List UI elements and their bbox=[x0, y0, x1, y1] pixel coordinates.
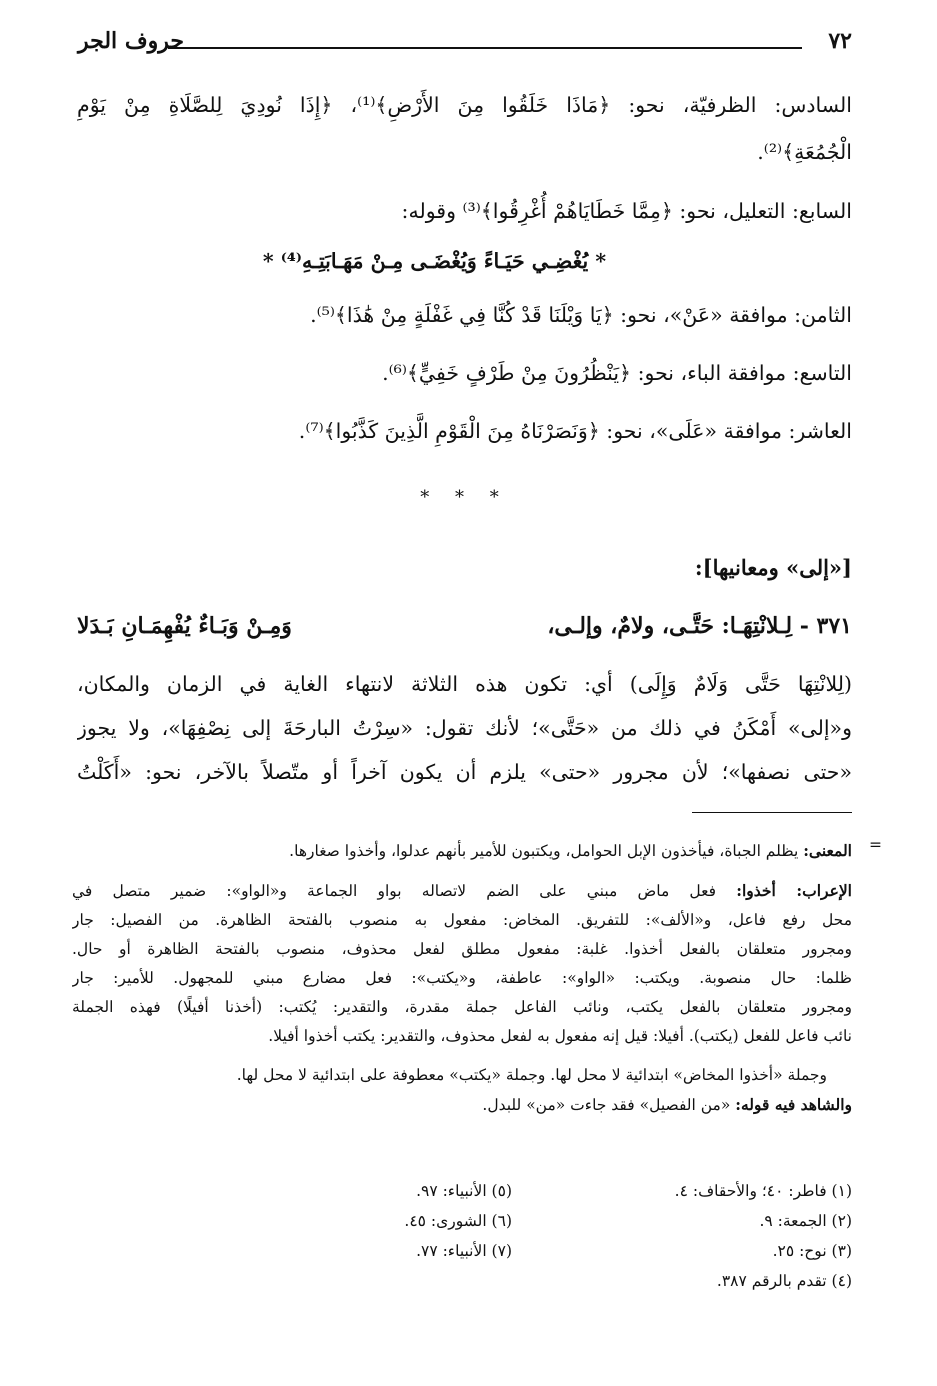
note-line: ظلما: حال منصوبة. ويكتب: «الواو»: عاطفة، و«يكتب»: فعل مضارع مبني للمجهول. للأمير: جار bbox=[72, 969, 852, 987]
reference-item: (٧) الأنبياء: ٧٧. bbox=[416, 1242, 512, 1260]
note-line: وجملة «أخذوا المخاض» ابتدائية لا محل لها. وجملة «يكتب» معطوفة على ابتدائية لا محل لها. bbox=[236, 1066, 827, 1084]
note-line: ومجرور متعلقان بالفعل أخذوا. غلبة: مفعول مطلق لفعل محذوف، منصوب بالفتحة الظاهرة أو حال. bbox=[72, 940, 852, 958]
reference-item: (٦) الشورى: ٤٥. bbox=[404, 1212, 512, 1230]
verse-hemistich-right: ٣٧١ - لِـلانْتِهَـا: حَتَّـى، ولامٌ، وإلـى، bbox=[547, 613, 852, 639]
section-heading: [«إلى» ومعانيها]: bbox=[694, 555, 852, 580]
note-line: نائب فاعل للفعل (يكتب). أفيلا: قيل إنه مفعول به لفعل محذوف، والتقدير: يكتب أخذوا أفيلا. bbox=[268, 1027, 852, 1045]
note-label-parsing: الإعراب: أخذوا: bbox=[736, 881, 852, 900]
reference-item: (٥) الأنبياء: ٩٧. bbox=[416, 1182, 512, 1200]
verse-hemistich-left: وَمِـنْ وَبَـاءٌ يُفْهِمَـانِ بَـدَلا bbox=[77, 613, 292, 639]
poetry-line: * يُغْضِـي حَيَـاءً وَيُغْضَـى مِـنْ مَهَـابَتِـهِ⁽⁴⁾ * bbox=[262, 249, 607, 273]
running-title: حروف الجر bbox=[78, 28, 184, 54]
note-label-evidence: والشاهد فيه قوله: bbox=[735, 1095, 852, 1114]
note-text: فعل ماض مبني على الضم لاتصاله بواو الجماعة و«الواو»: ضمير متصل في bbox=[72, 882, 737, 900]
text-line: السابع: التعليل، نحو: ﴿مِمَّا خَطَايَاهُمْ أُغْرِقُوا﴾⁽³⁾ وقوله: bbox=[401, 199, 852, 223]
note-text: يظلم الجباة، فيأخذون الإبل الحوامل، ويكتبون للأمير بأنهم عدلوا، وأخذوا صغارها. bbox=[289, 842, 804, 860]
footnote-rule bbox=[692, 812, 852, 813]
references-column-right bbox=[572, 1176, 852, 1296]
continuation-mark: = bbox=[869, 836, 882, 854]
note-line: ومجرور متعلقان بالفعل يكتب، ونائب الفاعل جملة مقدرة، والتقدير: يُكتب: (أخذنا أفيلًا) فهذه الجملة bbox=[72, 998, 852, 1016]
text-line: التاسع: موافقة الباء، نحو: ﴿يَنْظُرُونَ مِنْ طَرْفٍ خَفِيٍّ﴾⁽⁶⁾. bbox=[382, 361, 852, 385]
section-separator: * * * bbox=[420, 487, 509, 508]
commentary-line: (لِلانْتِهَا حَتَّى وَلَامٌ وَإِلَى) أي: تكون هذه الثلاثة لانتهاء الغاية في الزمان والمكان، bbox=[77, 672, 852, 696]
page-header bbox=[78, 28, 852, 62]
alfiyya-verse bbox=[77, 600, 852, 652]
text-line: الْجُمُعَةِ﴾⁽²⁾. bbox=[757, 140, 852, 164]
note-line bbox=[72, 1090, 852, 1120]
reference-item: (٤) تقدم بالرقم ٣٨٧. bbox=[716, 1272, 852, 1290]
note-text: «من الفصيل» فقد جاءت «من» للبدل. bbox=[482, 1096, 736, 1114]
text-line: السادس: الظرفيّة، نحو: ﴿مَاذَا خَلَقُوا مِنَ الأَرْضِ﴾⁽¹⁾، ﴿إِذَا نُودِيَ لِلصَّلَاةِ مِنْ يَوْمِ bbox=[77, 93, 852, 117]
commentary-line: «حتى نصفها»؛ لأن مجرور «حتى» يلزم أن يكون آخراً أو متّصلاً بالآخر، نحو: «أَكَلْتُ bbox=[77, 760, 852, 784]
header-rule bbox=[168, 47, 802, 49]
footnote-block bbox=[72, 836, 882, 1120]
note-line: محل رفع فاعل، و«الألف»: للتفريق. المخاض: مفعول به منصوب بالفتحة الظاهرة. من الفصيل: جار bbox=[72, 911, 852, 929]
commentary-line: و«إلى» أَمْكَنُ في ذلك من «حَتَّى»؛ لأنك تقول: «سِرْتُ البارحَةَ إلى نِصْفِهَا»، ولا يجوز bbox=[77, 716, 852, 740]
note-line bbox=[72, 876, 852, 906]
note-label-meaning: المعنى: bbox=[803, 841, 852, 860]
reference-item: (٢) الجمعة: ٩. bbox=[759, 1212, 852, 1230]
reference-item: (١) فاطر: ٤٠؛ والأحقاف: ٤. bbox=[674, 1182, 852, 1200]
text-line: الثامن: موافقة «عَنْ»، نحو: ﴿يَا وَيْلَنَا قَدْ كُنَّا فِي غَفْلَةٍ مِنْ هَٰذَا﴾⁽⁵⁾. bbox=[310, 303, 852, 327]
reference-item: (٣) نوح: ٢٥. bbox=[772, 1242, 852, 1260]
page-number: ٧٢ bbox=[828, 28, 852, 54]
main-text bbox=[77, 82, 852, 794]
note-line bbox=[72, 836, 852, 866]
text-line: العاشر: موافقة «عَلَى»، نحو: ﴿وَنَصَرْنَاهُ مِنَ الْقَوْمِ الَّذِينَ كَذَّبُوا﴾⁽⁷⁾. bbox=[298, 419, 852, 443]
references-column-left bbox=[232, 1176, 512, 1266]
